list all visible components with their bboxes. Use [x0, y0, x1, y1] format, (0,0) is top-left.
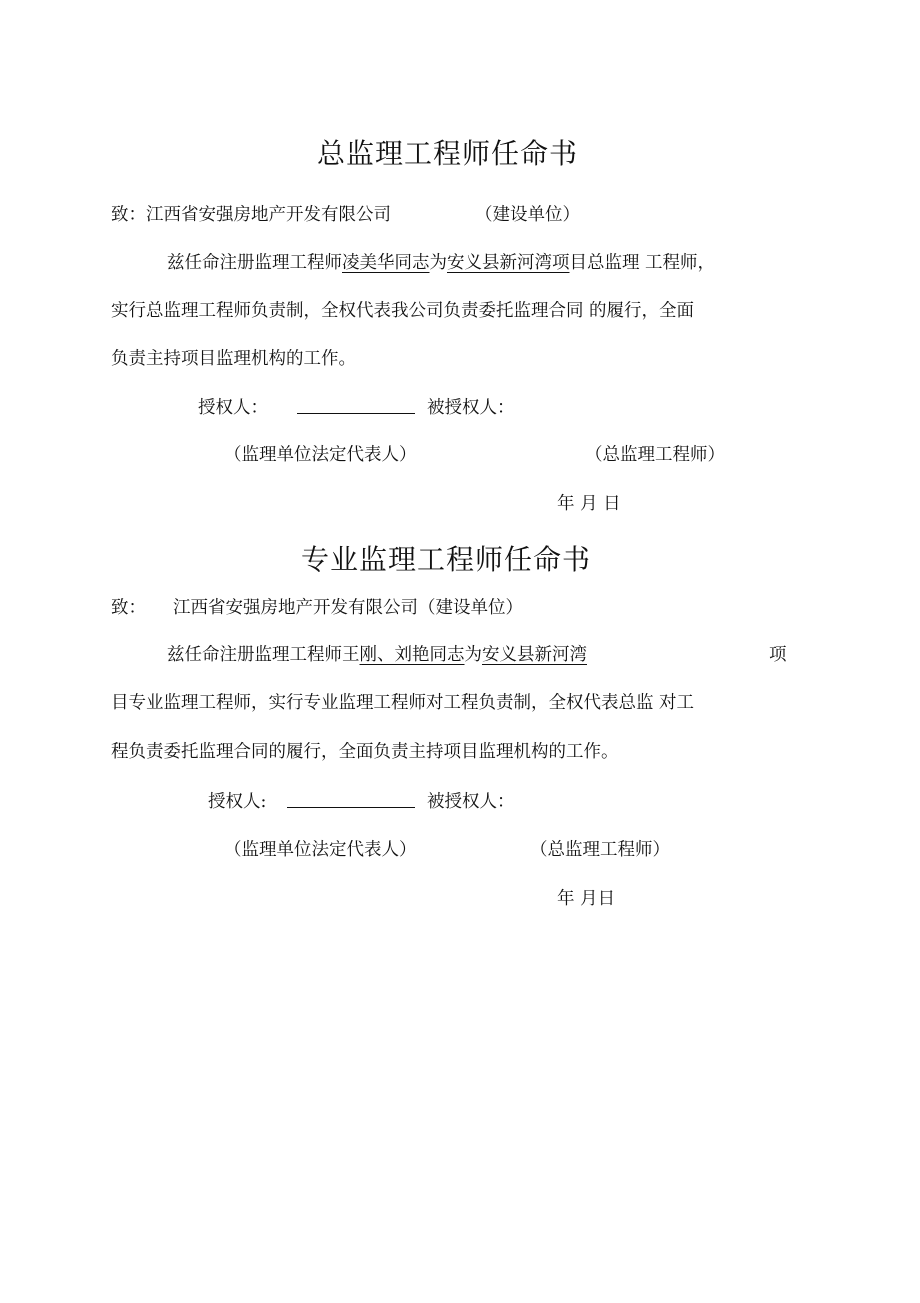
doc1-title: 总监理工程师任命书 — [317, 137, 579, 170]
doc2-p-end: 项 — [769, 645, 787, 665]
doc1-paragraph-line2: 实行总监理工程师负责制，全权代表我公司负责委托监理合同 的履行，全面 — [111, 301, 695, 321]
doc2-title: 专业监理工程师任命书 — [301, 543, 592, 576]
doc1-date: 年 月 日 — [557, 494, 621, 514]
doc1-recipient-line — [111, 201, 391, 226]
doc2-to-company-role: 江西省安强房地产开发有限公司（建设单位） — [173, 598, 523, 618]
doc1-p-prefix: 兹任命注册监理工程师 — [167, 253, 342, 273]
doc2-p-mid: 为 — [464, 645, 482, 665]
doc1-authorizer-role: （监理单位法定代表人） — [224, 445, 417, 465]
doc1-to-company: 江西省安强房地产开发有限公司 — [146, 205, 391, 225]
doc2-paragraph-line2: 目专业监理工程师，实行专业监理工程师对工程负责制，全权代表总监 对工 — [111, 693, 695, 713]
doc2-signature-blank — [287, 807, 415, 808]
doc1-signature-blank — [297, 413, 415, 414]
doc2-to-label: 致： — [111, 598, 146, 618]
doc2-date: 年 月日 — [557, 889, 616, 909]
doc2-paragraph-line3: 程负责委托监理合同的履行，全面负责主持项目监理机构的工作。 — [111, 742, 619, 762]
doc1-project-name: 安义县新河湾项 — [447, 253, 570, 273]
doc1-to-role: （建设单位） — [475, 205, 580, 225]
doc2-paragraph-line1 — [167, 641, 587, 666]
doc1-paragraph-line3: 负责主持项目监理机构的工作。 — [111, 349, 356, 369]
doc1-p-suffix: 目总监理 工程师， — [569, 253, 716, 273]
doc2-authorizee-label: 被授权人： — [427, 792, 515, 812]
doc1-p-mid: 为 — [429, 253, 447, 273]
doc2-authorizer-role: （监理单位法定代表人） — [224, 840, 417, 860]
doc1-authorizee-role: （总监理工程师） — [585, 445, 725, 465]
doc1-authorizer-label: 授权人： — [198, 398, 268, 418]
doc1-appointee-name: 凌美华同志 — [342, 253, 430, 273]
doc2-authorizer-label: 授权人: — [208, 792, 267, 812]
doc2-p-prefix: 兹任命注册监理工程师王 — [167, 645, 360, 665]
doc2-authorizee-role: （总监理工程师） — [530, 840, 670, 860]
doc1-authorizee-label: 被授权人： — [427, 398, 515, 418]
doc1-paragraph-line1 — [167, 249, 715, 274]
doc2-project-name: 安义县新河湾 — [482, 645, 587, 665]
doc1-to-label: 致： — [111, 205, 146, 225]
doc2-appointee-names: 刚、刘艳同志 — [359, 645, 465, 665]
